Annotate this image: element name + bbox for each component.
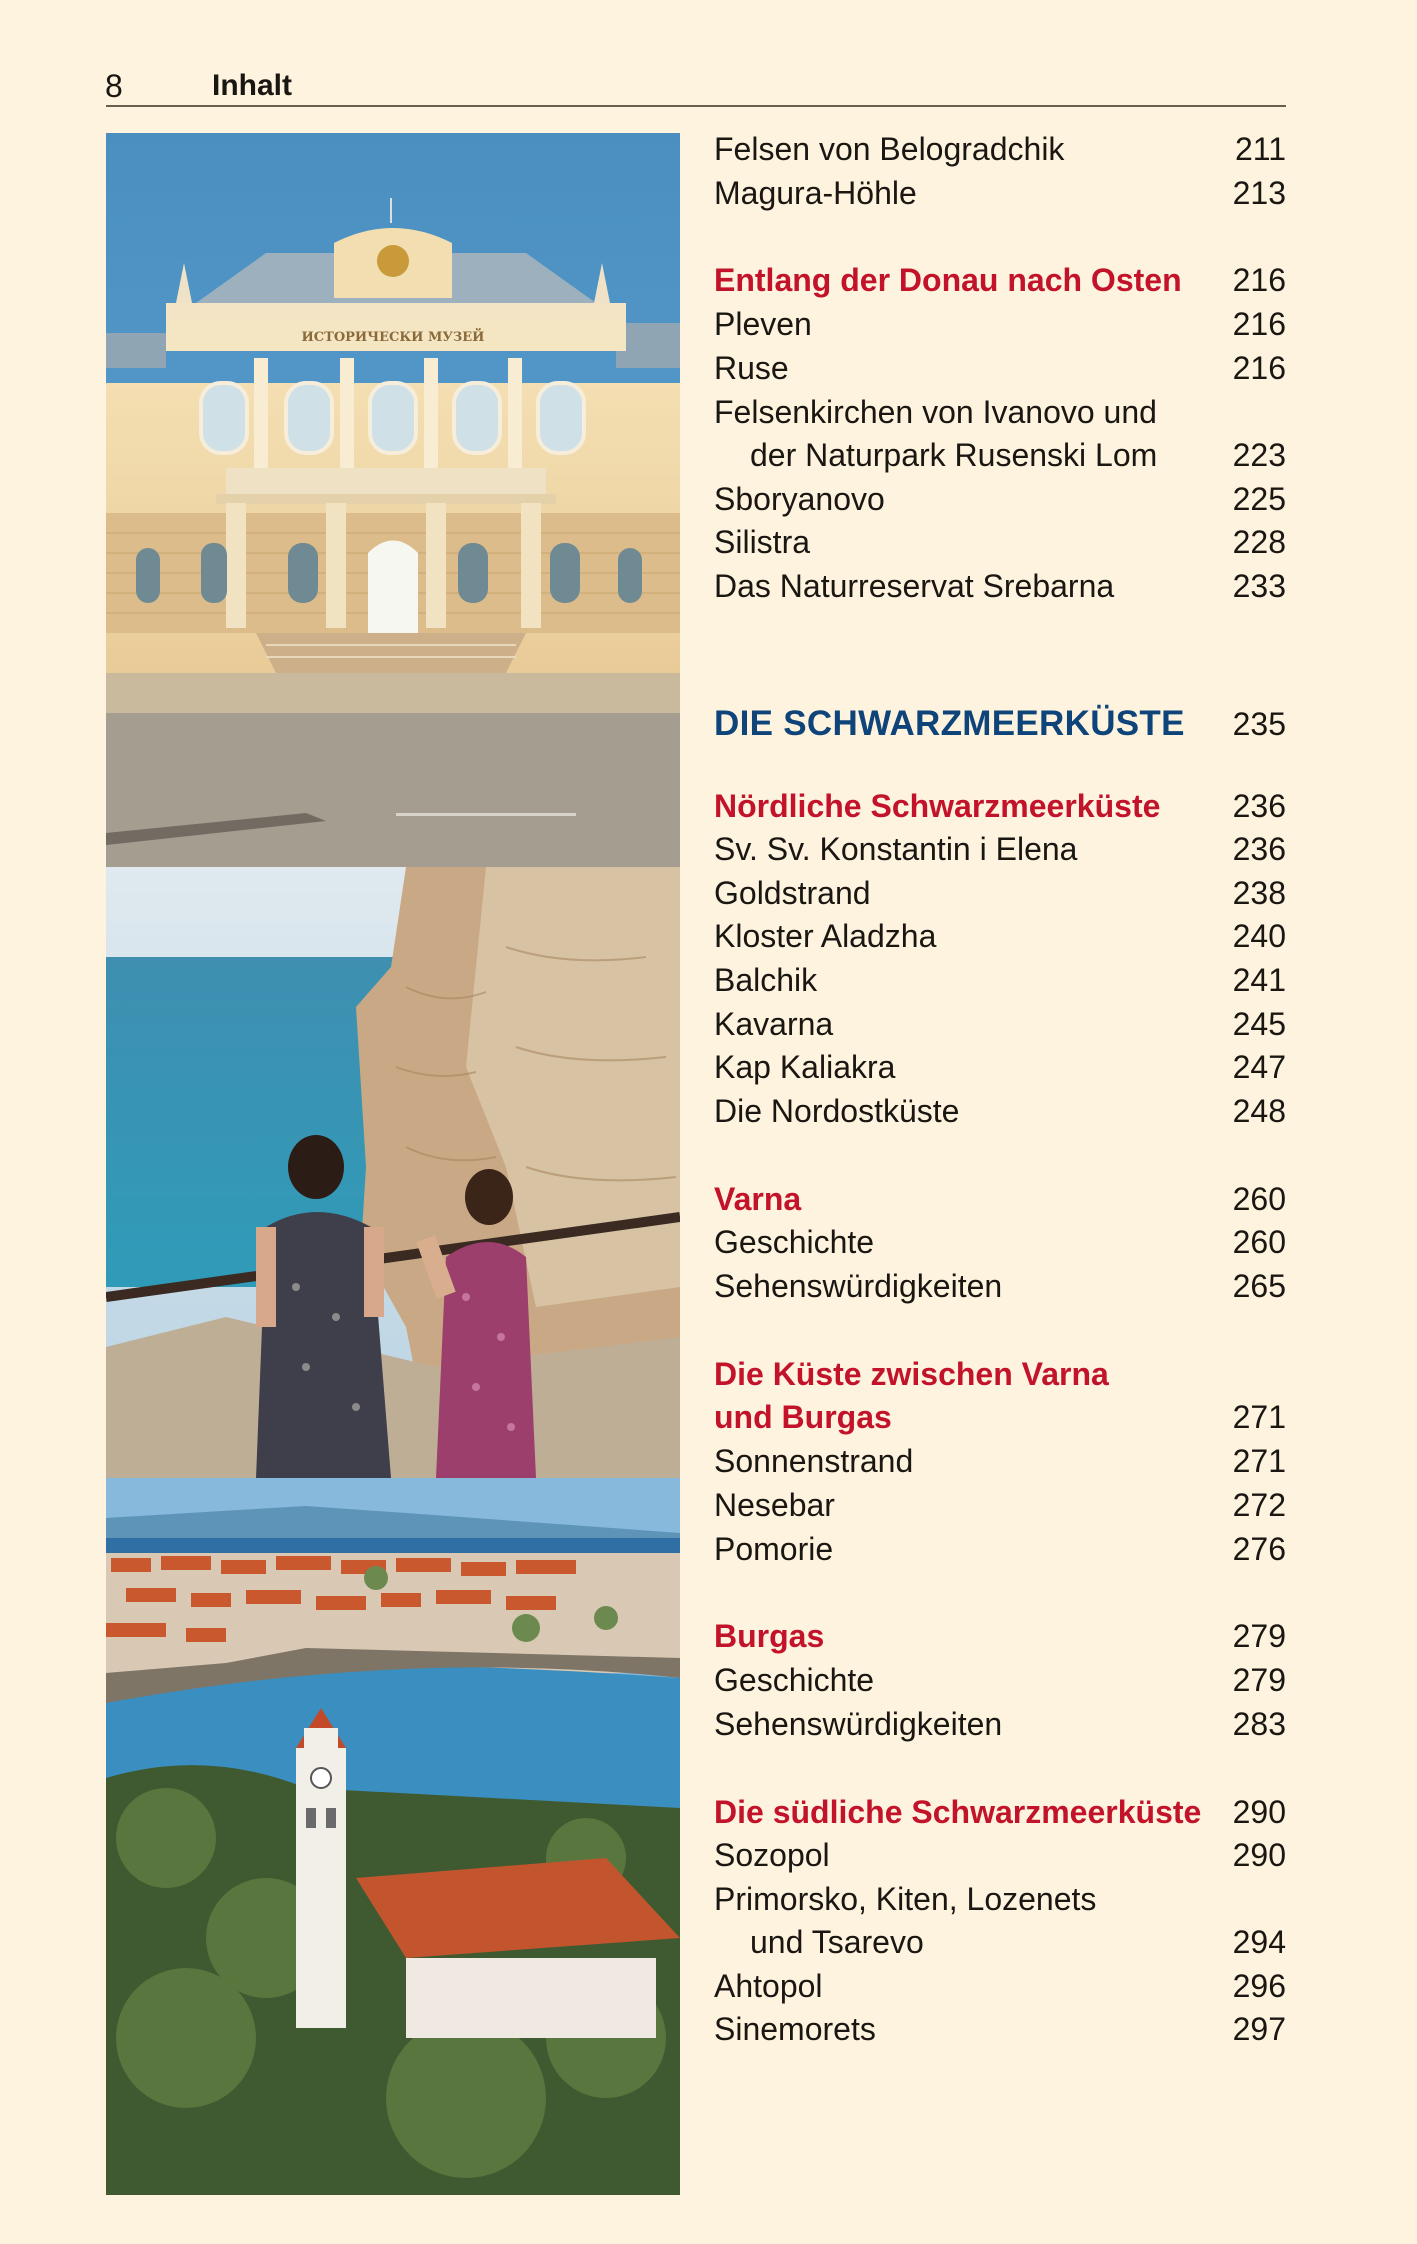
- toc-entry-continued[interactable]: der Naturpark Rusenski Lom 223: [750, 437, 1286, 473]
- toc-entry[interactable]: Goldstrand 238: [714, 875, 1286, 911]
- toc-entry[interactable]: Kap Kaliakra 247: [714, 1049, 1286, 1085]
- photo-girls-cliff: [106, 867, 680, 1478]
- toc-subsection-continued[interactable]: und Burgas 271: [714, 1399, 1286, 1435]
- toc-subsection[interactable]: Die Küste zwischen Varna: [714, 1356, 1109, 1392]
- toc-subsection[interactable]: Nördliche Schwarzmeerküste 236: [714, 788, 1286, 824]
- toc-subsection[interactable]: Burgas 279: [714, 1618, 1286, 1654]
- toc-entry[interactable]: Pleven 216: [714, 306, 1286, 342]
- toc-entry[interactable]: Sonnenstrand 271: [714, 1443, 1286, 1479]
- photo-museum: [106, 133, 680, 867]
- toc-section[interactable]: DIE SCHWARZMEERKÜSTE 235: [714, 704, 1286, 743]
- toc-entry[interactable]: Magura-Höhle 213: [714, 175, 1286, 211]
- toc-entry[interactable]: Ahtopol 296: [714, 1968, 1286, 2004]
- toc-entry[interactable]: Sehenswürdigkeiten 283: [714, 1706, 1286, 1742]
- photo-column: [106, 133, 680, 2195]
- toc-subsection[interactable]: Die südliche Schwarzmeerküste 290: [714, 1794, 1286, 1830]
- running-head-title: Inhalt: [212, 69, 292, 102]
- toc-subsection[interactable]: Entlang der Donau nach Osten 216: [714, 262, 1286, 298]
- toc-entry[interactable]: Balchik 241: [714, 962, 1286, 998]
- toc-entry[interactable]: Sboryanovo 225: [714, 481, 1286, 517]
- museum-sign: ИСТОРИЧЕСКИ МУЗЕЙ: [301, 330, 485, 345]
- toc-entry[interactable]: Silistra 228: [714, 524, 1286, 560]
- toc-entry[interactable]: Felsen von Belogradchik 211: [714, 131, 1286, 167]
- toc-entry[interactable]: Geschichte 279: [714, 1662, 1286, 1698]
- toc-entry[interactable]: Das Naturreservat Srebarna 233: [714, 568, 1286, 604]
- toc-entry[interactable]: Primorsko, Kiten, Lozenets: [714, 1881, 1097, 1917]
- toc-entry[interactable]: Sinemorets 297: [714, 2011, 1286, 2047]
- toc-entry-continued[interactable]: und Tsarevo 294: [750, 1924, 1286, 1960]
- toc-entry[interactable]: Felsenkirchen von Ivanovo und: [714, 394, 1157, 430]
- toc-entry[interactable]: Sv. Sv. Konstantin i Elena 236: [714, 831, 1286, 867]
- page-number: 8: [105, 68, 123, 104]
- toc-entry[interactable]: Kavarna 245: [714, 1006, 1286, 1042]
- toc-entry[interactable]: Geschichte 260: [714, 1224, 1286, 1260]
- toc-entry[interactable]: Nesebar 272: [714, 1487, 1286, 1523]
- photo-sozopol: [106, 1478, 680, 2195]
- table-of-contents: [714, 0, 1286, 2244]
- toc-entry[interactable]: Ruse 216: [714, 350, 1286, 386]
- toc-subsection[interactable]: Varna 260: [714, 1181, 1286, 1217]
- toc-entry[interactable]: Pomorie 276: [714, 1531, 1286, 1567]
- toc-entry[interactable]: Die Nordostküste 248: [714, 1093, 1286, 1129]
- toc-entry[interactable]: Sehenswürdigkeiten 265: [714, 1268, 1286, 1304]
- toc-entry[interactable]: Kloster Aladzha 240: [714, 918, 1286, 954]
- toc-entry[interactable]: Sozopol 290: [714, 1837, 1286, 1873]
